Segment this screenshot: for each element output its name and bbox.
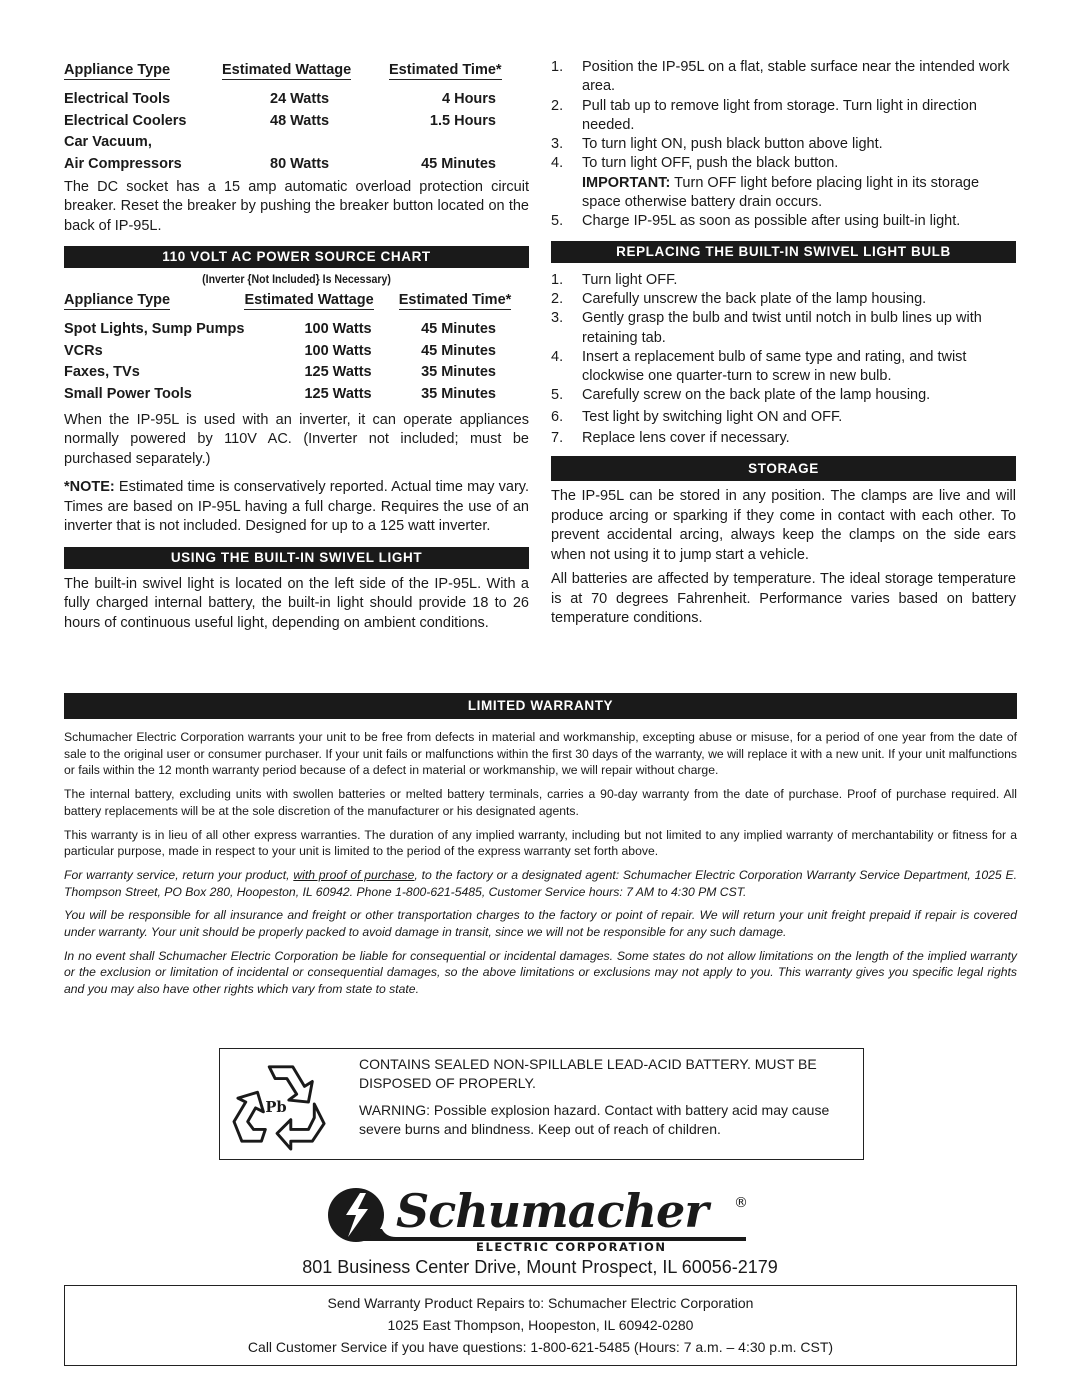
list-item: 3. Gently grasp the bulb and twist until notch in bulb lines up with retaining tab. [551,310,982,346]
bulb-replacement-heading: REPLACING THE BUILT-IN SWIVEL LIGHT BULB [551,241,1016,263]
table-cell: 45 Minutes [421,155,496,172]
dc-socket-note: The DC socket has a 15 amp automatic overload protection circuit breaker. Reset the breaker by pushing the breaker button located on the back of IP-95L. [64,178,529,234]
table-cell: 1.5 Hours [429,112,496,129]
header-estimated-wattage: Estimated Wattage [222,62,352,78]
warranty-heading: LIMITED WARRANTY [64,693,1017,719]
estimated-time-note [64,478,529,537]
list-item: 5. Charge IP-95L as soon as possible after using built-in light. [551,213,961,230]
important-label: IMPORTANT: [582,174,671,191]
header-appliance-type: Appliance Type [64,292,171,308]
storage-paragraph-2: All batteries are affected by temperature. The ideal storage temperature is at 70 degrees Fahrenheit. Performance varies based on battery temperature conditions. [551,571,1016,627]
table-cell: 24 Watts [270,91,330,107]
table-row [64,310,529,337]
swivel-light-heading: USING THE BUILT-IN SWIVEL LIGHT [64,547,529,569]
schumacher-logo [326,1183,756,1253]
warranty-paragraph: You will be responsible for all insurance and freight or other transportation charges to the factory or point of repair. We will return your unit freight prepaid if repair is covered under warranty. Your unit should be properly packed to avoid damage in transit, since we will not be responsible for any such damage. [64,908,1017,940]
table-cell: Electrical Coolers [64,112,187,129]
table-row [64,129,529,151]
storage-heading: STORAGE [551,456,1016,481]
table-row [64,80,529,107]
table-cell: 100 Watts [304,321,372,337]
customer-service-line: Call Customer Service if you have questions: 1-800-621-5485 (Hours: 7 a.m. – 4:30 p.m. CST) [247,1339,834,1355]
table-cell: Car Vacuum, [64,134,152,150]
list-item: 3. To turn light ON, push black button above light. [551,136,883,153]
table-cell: Small Power Tools [64,385,192,402]
company-address: 801 Business Center Drive, Mount Prospect, IL 60056-2179 [302,1257,778,1277]
bulb-steps [551,271,1016,449]
warranty-paragraph: This warranty is in lieu of all other express warranties. The duration of any implied warranty, including but not limited to any implied warranty of merchantability or fitness for a particular purpose, made in respect to your unit is limited to the period of the express warranty set forth above. [64,827,1017,859]
list-item: 7. Replace lens cover if necessary. [551,430,790,447]
note-label: *NOTE: [64,479,115,495]
table-cell: 45 Minutes [421,321,496,337]
header-estimated-time: Estimated Time* [389,62,502,78]
table-row [64,380,529,402]
header-estimated-wattage: Estimated Wattage [244,292,374,308]
warranty-paragraph: Schumacher Electric Corporation warrants your unit to be free from defects in material and workmanship, excepting abuse or misuse, for a period of one year from the date of sale to the original user or consumer purchaser. If your unit fails or malfunctions within the first 30 days of the warranty, we will replace it with a new unit. If your unit malfunctions or fails within the 12 month warranty period because of a defect in material or workmanship, we will repair without charge. [64,730,1017,778]
table-cell: 48 Watts [270,112,330,129]
battery-disposal-box [219,1048,864,1160]
inverter-paragraph: When the IP-95L is used with an inverter, it can operate appliances normally powered by 110V AC. (Inverter not included; must be purchased separately.) [64,411,529,467]
table-cell: 35 Minutes [421,385,496,402]
repair-line: 1025 East Thompson, Hoopeston, IL 60942-0280 [387,1317,694,1333]
list-item: 1. Turn light OFF. [551,271,678,288]
logo-brand: Schumacher [396,1184,708,1238]
list-item: 5. Carefully screw on the back plate of the lamp housing. [551,387,931,404]
storage-paragraph-1: The IP-95L can be stored in any position. The clamps are live and will produce arcing or sparking if they come in contact with each other. To prevent accidental arcing, always keep the clamps on the side ears when not using it to jump start a vehicle. [551,488,1016,563]
note-text: Estimated time is conservatively reported. Actual time may vary. Times are based on IP-95L having a full charge. Requires the use of an inverter that is not included. Designed for up to a 125 watt inverter. [64,479,529,534]
table-row [64,359,529,381]
list-item: 4. Insert a replacement bulb of same type and rating, and twist clockwise one quarter-turn to screw in new bulb. [551,348,967,385]
registered-mark: ® [734,1195,748,1211]
list-item: 2. Carefully unscrew the back plate of the lamp housing. [551,290,927,307]
right-column [551,58,1016,629]
warranty-paragraph: The internal battery, excluding units with swollen batteries or melted battery terminals, carries a 90-day warranty from the date of purchase. Proof of purchase required. All battery replacements will be at the sole discretion of the manufacturer or his designated agents. [64,787,1017,818]
repair-info-box [64,1285,1017,1366]
table-cell: 80 Watts [270,155,330,172]
table-cell: 125 Watts [304,385,372,402]
battery-warning-text [359,1055,853,1138]
table-cell [389,129,529,151]
limited-warranty-section [64,693,1017,998]
warranty-service-paragraph: For warranty service, return your product, with proof of purchase, to the factory or a designated agent: Schumacher Electric Corporation Warranty Service Department, 1025 E. Thompson Street, PO Box 280, Hoopeston, IL 60942. Phone 1-800-621-5485, Customer Service hours: 7 AM to 4:30 PM CST. [64,867,1017,899]
pb-label: Pb [265,1098,287,1116]
table-cell: 4 Hours [442,91,496,107]
table-cell: Air Compressors [64,155,182,172]
table-cell: 125 Watts [304,364,372,380]
operation-steps [551,58,1016,232]
proof-of-purchase: with proof of purchase [293,867,415,882]
list-item: 1. Position the IP-95L on a flat, stable surface near the intended work area. [551,59,1010,95]
table-cell: Spot Lights, Sump Pumps [64,321,245,337]
header-appliance-type: Appliance Type [64,62,171,78]
table-header-row [64,288,529,310]
table-cell: 45 Minutes [421,342,496,359]
recycle-pb-icon [232,1057,330,1151]
important-note: IMPORTANT: Turn OFF light before placing light in its storage space otherwise battery drain occurs. [582,174,980,211]
list-item: 4. To turn light OFF, push the black button. IMPORTANT: Turn OFF light before placing light in its storage space otherwise battery drain occurs. [551,154,1016,212]
logo-subtitle: ELECTRIC CORPORATION [476,1240,667,1253]
dc-appliance-table [64,58,529,172]
table-cell: 100 Watts [304,342,372,359]
table-header-row [64,58,529,80]
table-row [64,150,529,172]
disposal-notice: CONTAINS SEALED NON-SPILLABLE LEAD-ACID BATTERY. MUST BE DISPOSED OF PROPERLY. [359,1056,817,1091]
list-item: 6. Test light by switching light ON and OFF. [551,408,843,425]
table-row [64,337,529,359]
repair-line: Send Warranty Product Repairs to: Schumacher Electric Corporation [327,1295,754,1311]
table-cell: 35 Minutes [421,364,496,380]
table-cell: VCRs [64,342,103,359]
table-cell [222,129,389,151]
list-item: 2. Pull tab up to remove light from storage. Turn light in direction needed. [551,97,977,133]
ac-chart-subtitle: (Inverter {Not Included} Is Necessary) [202,274,391,286]
table-row [64,107,529,129]
table-cell: Faxes, TVs [64,364,140,380]
left-column [64,58,529,633]
explosion-warning: WARNING: Possible explosion hazard. Contact with battery acid may cause severe burns and blindness. Keep out of reach of children. [359,1102,830,1137]
warranty-paragraph: In no event shall Schumacher Electric Corporation be liable for consequential or incidental damages. Some states do not allow limitations on the length of the implied warranty or the exclusion or limitation of incidental or consequential damages, so the above limitations or exclusions may not apply to you. This warranty gives you specific legal rights and you may also have other rights which vary from state to state. [64,948,1017,997]
table-cell: Electrical Tools [64,91,171,107]
swivel-light-text: The built-in swivel light is located on the left side of the IP-95L. With a fully charged internal battery, the built-in light should provide 18 to 26 hours of continuous useful light, depending on ambient conditions. [64,575,529,631]
ac-appliance-table [64,288,529,402]
ac-chart-heading: 110 VOLT AC POWER SOURCE CHART [64,246,529,268]
header-estimated-time: Estimated Time* [398,292,512,308]
